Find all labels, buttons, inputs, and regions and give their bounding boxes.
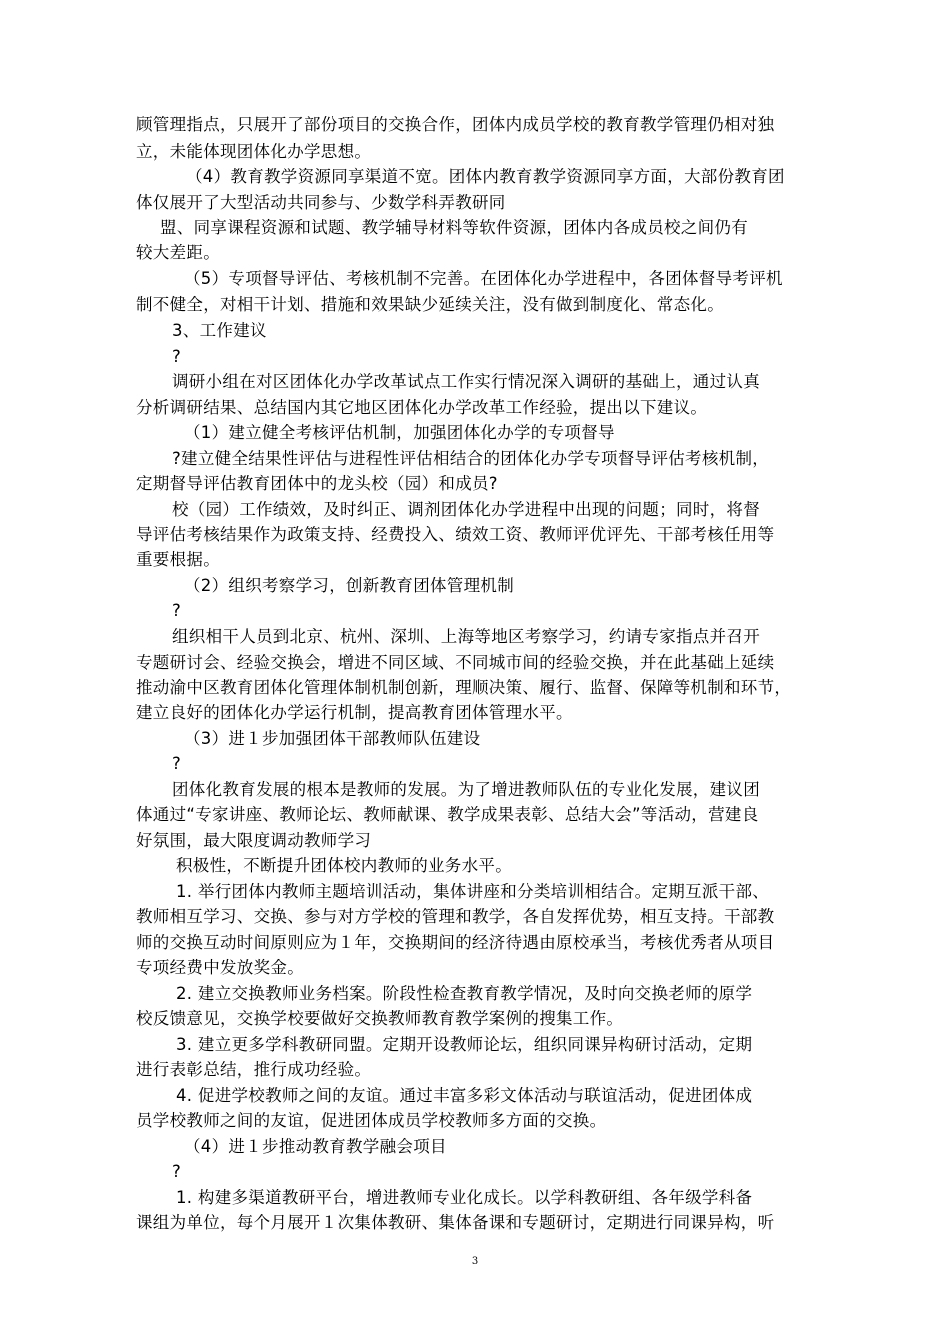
text-line: 调研小组在对区团体化办学改革试点工作实行情况深入调研的基础上，通过认真	[172, 372, 760, 391]
text-line: 较大差距。	[136, 243, 220, 262]
text-line: （2）组织考察学习，创新教育团体管理机制	[184, 576, 514, 595]
text-line: ?建立健全结果性评估与进程性评估相结合的团体化办学专项督导评估考核机制，	[172, 449, 770, 468]
text-line: ?	[172, 1162, 182, 1181]
text-line: 进行表彰总结，推行成功经验。	[136, 1060, 372, 1079]
text-line: 师的交换互动时间原则应为１年，交换期间的经济待遇由原校承当，考核优秀者从项目	[136, 933, 775, 952]
text-line: ?	[172, 601, 182, 620]
text-line: （4）进１步推动教育教学融会项目	[184, 1137, 447, 1156]
text-line: 课组为单位，每个月展开１次集体教研、集体备课和专题研讨，定期进行同课异构，听	[136, 1213, 775, 1232]
text-line: 重要根据。	[136, 550, 220, 569]
text-line: 体通过“专家讲座、教师论坛、教师献课、教学成果表彰、总结大会”等活动，营建良	[136, 805, 759, 824]
text-line: 3、工作建议	[172, 321, 267, 340]
text-line: 推动渝中区教育团体化管理体制机制创新，理顺决策、履行、监督、保障等机制和环节，	[136, 678, 792, 697]
text-line: 4. 促进学校教师之间的友谊。通过丰富多彩文体活动与联谊活动，促进团体成	[176, 1086, 753, 1105]
text-line: 1. 构建多渠道教研平台，增进教师专业化成长。以学科教研组、各年级学科备	[176, 1188, 753, 1207]
page-number: 3	[471, 1256, 479, 1267]
text-line: 员学校教师之间的友谊，促进团体成员学校教师多方面的交换。	[136, 1111, 607, 1130]
text-line: 团体化教育发展的根本是教师的发展。为了增进教师队伍的专业化发展，建议团	[172, 780, 760, 799]
text-line: 建立良好的团体化办学运行机制，提高教育团体管理水平。	[136, 703, 573, 722]
text-line: （5）专项督导评估、考核机制不完善。在团体化办学进程中，各团体督导考评机	[184, 269, 783, 288]
text-line: 组织相干人员到北京、杭州、深圳、上海等地区考察学习，约请专家指点并召开	[172, 627, 760, 646]
text-line: 专项经费中发放奖金。	[136, 958, 304, 977]
text-line: 专题研讨会、经验交换会，增进不同区域、不同城市间的经验交换，并在此基础上延续	[136, 653, 775, 672]
text-line: 顾管理指点，只展开了部份项目的交换合作，团体内成员学校的教育教学管理仍相对独	[136, 115, 775, 134]
text-line: 盟、同享课程资源和试题、教学辅导材料等软件资源，团体内各成员校之间仍有	[160, 218, 748, 237]
text-line: 制不健全，对相干计划、措施和效果缺少延续关注，没有做到制度化、常态化。	[136, 295, 724, 314]
text-line: （3）进１步加强团体干部教师队伍建设	[184, 729, 481, 748]
text-line: ?	[172, 347, 182, 366]
text-line: 好氛围，最大限度调动教师学习	[136, 831, 372, 850]
text-line: 积极性，不断提升团体校内教师的业务水平。	[176, 856, 512, 875]
text-line: 体仅展开了大型活动共同参与、少数学科弄教研同	[136, 193, 506, 212]
text-line: 立，未能体现团体化办学思想。	[136, 142, 372, 161]
text-line: 教师相互学习、交换、参与对方学校的管理和教学，各自发挥优势，相互支持。干部教	[136, 907, 775, 926]
text-line: 1. 举行团体内教师主题培训活动，集体讲座和分类培训相结合。定期互派干部、	[176, 882, 770, 901]
text-line: 3. 建立更多学科教研同盟。定期开设教师论坛，组织同课异构研讨活动，定期	[176, 1035, 753, 1054]
text-line: 定期督导评估教育团体中的龙头校（园）和成员?	[136, 474, 498, 493]
text-line: 分析调研结果、总结国内其它地区团体化办学改革工作经验，提出以下建议。	[136, 398, 708, 417]
text-line: （4）教育教学资源同享渠道不宽。团体内教育教学资源同享方面，大部份教育团	[186, 167, 785, 186]
text-line: 2. 建立交换教师业务档案。阶段性检查教育教学情况，及时向交换老师的原学	[176, 984, 753, 1003]
text-line: ?	[172, 754, 182, 773]
text-line: （1）建立健全考核评估机制，加强团体化办学的专项督导	[184, 423, 615, 442]
text-line: 导评估考核结果作为政策支持、经费投入、绩效工资、教师评优评先、干部考核任用等	[136, 525, 775, 544]
text-line: 校（园）工作绩效，及时纠正、调剂团体化办学进程中出现的问题；同时，将督	[172, 500, 760, 519]
text-line: 校反馈意见，交换学校要做好交换教师教育教学案例的搜集工作。	[136, 1009, 624, 1028]
